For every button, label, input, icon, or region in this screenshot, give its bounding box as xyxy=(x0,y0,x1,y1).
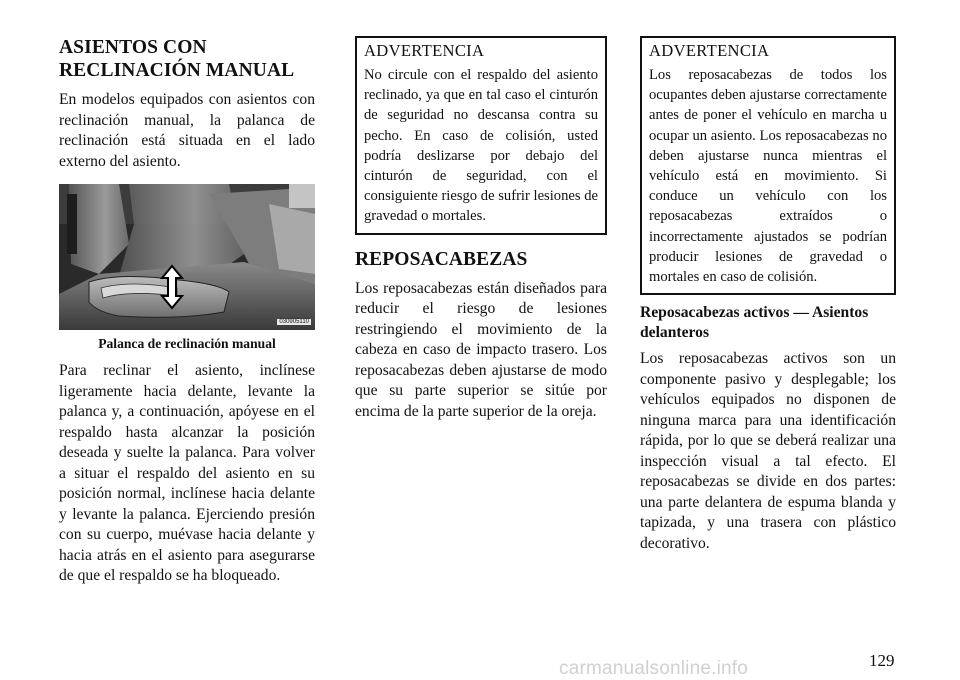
warning-box-headrests xyxy=(640,36,896,295)
active-headrests-description: Los reposacabezas activos son un componente pasivo y desplegable; los vehículos equipados no disponen de ninguna marca para una identificación rápida, por lo que se deberá realizar una inspección visual a tal efecto. El reposacabezas se divide en dos partes: una parte delantera de espuma blanda y tapizada, y una trasera con plástico decorativo. xyxy=(640,350,896,552)
section-title-headrests: REPOSACABEZAS xyxy=(355,248,528,270)
warning-title: ADVERTENCIA xyxy=(364,41,485,60)
manual-recline-instructions: Para reclinar el asiento, inclínese ligeramente hacia delante, levante la palanca y, a continuación, apóyese en el respaldo hasta alcanzar la posición deseada y suelte la palanca. Para volver a situar el respaldo del asiento en su posición normal, inclínese hacia delante y levante la palanca. Ejerciendo presión con su cuerpo, muévase hacia delante y hacia atrás en el asiento para asegurarse de que el respaldo se ha bloqueado. xyxy=(59,362,315,584)
section-title-manual-recline: ASIENTOS CON RECLINACIÓN MANUAL xyxy=(59,37,295,81)
column-right xyxy=(640,36,896,554)
subsection-title-active-headrests: Reposacabezas activos — Asientos delanteros xyxy=(640,304,869,342)
warning-title: ADVERTENCIA xyxy=(649,41,770,60)
recline-lever-figure xyxy=(59,184,315,330)
column-left xyxy=(59,36,315,587)
warning-text: Los reposacabezas de todos los ocupantes deben ajustarse correctamente antes de poner el vehículo en marcha u ocupar un asiento. Los reposacabezas no deben ajustarse nunca mientras el vehículo está en movimiento. Si conduce un vehículo con los reposacabezas extraídos o incorrectamente ajustados se podrían producir lesiones de gravedad o mortales en caso de colisión. xyxy=(649,67,887,286)
column-middle xyxy=(355,36,607,422)
page-number: 129 xyxy=(869,651,895,670)
warning-text: No circule con el respaldo del asiento reclinado, ya que en tal caso el cinturón de seguridad no descansa contra su pecho. En caso de colisión, usted podría deslizarse por debajo del cinturón de seguridad, con el consiguiente riesgo de sufrir lesiones de gravedad o mortales. xyxy=(364,67,598,225)
headrests-description: Los reposacabezas están diseñados para reducir el riesgo de lesiones restringiendo el movimiento de la cabeza en caso de impacto trasero. Los reposacabezas deben ajustarse de modo que su parte superior se sitúe por encima de la parte superior de la oreja. xyxy=(355,279,607,420)
manual-recline-intro: En modelos equipados con asientos con reclinación manual, la palanca de reclinación está situada en el lado externo del asiento. xyxy=(59,91,315,170)
figure-caption: Palanca de reclinación manual xyxy=(98,336,276,351)
seat-illustration xyxy=(59,184,315,330)
watermark: carmanualsonline.info xyxy=(559,658,749,679)
warning-box-recline xyxy=(355,36,607,235)
figure-code: 030905110 xyxy=(279,319,309,325)
